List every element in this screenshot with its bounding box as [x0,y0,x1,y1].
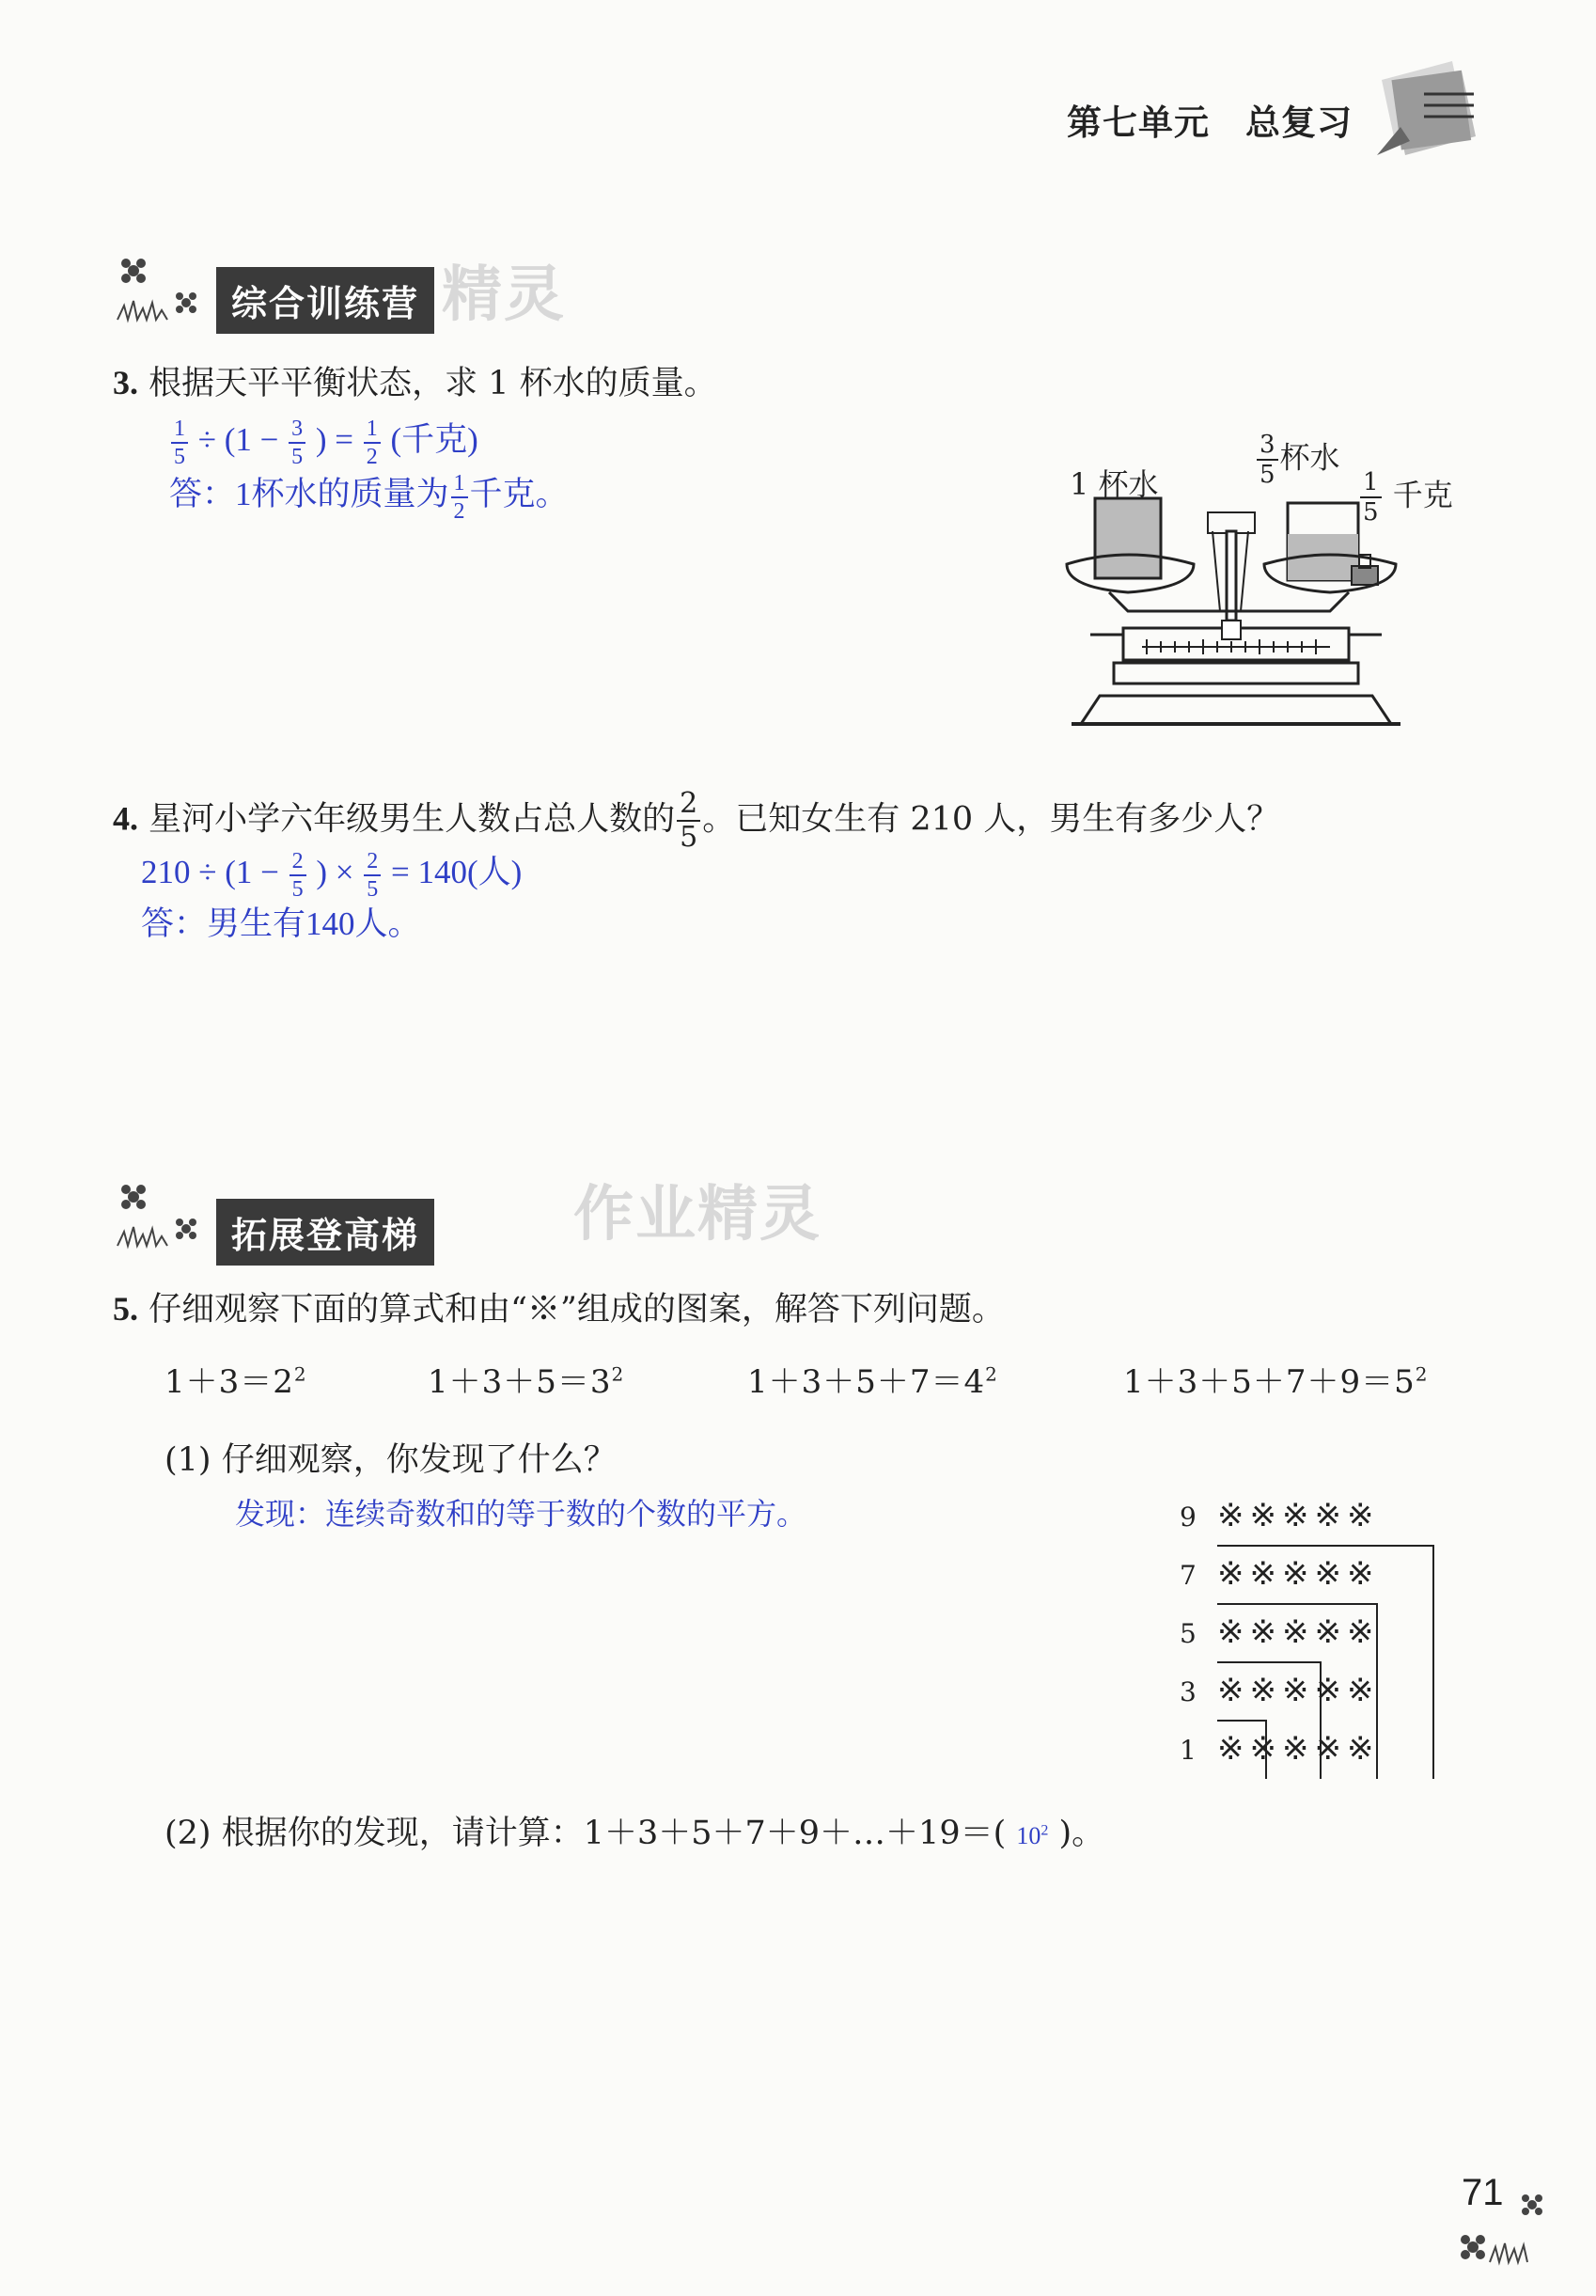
grid-row: 9 ※※※※※ [1180,1497,1380,1534]
equation: $1+3+5+7+9=5^2$ [1123,1362,1429,1401]
equation: $1+3+5+7=4^2$ [747,1362,998,1401]
balance-scale-figure [1062,423,1504,743]
grid-row: 3 ※※※※※ [1180,1672,1380,1709]
watermark: 精灵 [442,260,566,330]
section-label-extension: 拓展登高梯 [216,1199,434,1266]
equation: $1+3=2^2$ [164,1362,307,1401]
question-number: 5. [113,1290,138,1328]
grid-row: 5 ※※※※※ [1180,1613,1380,1651]
q4-question: 4. 星河小学六年级男生人数占总人数的 $\frac{2}{5}$ 。已知女生有 210 人，男生有多少人？ [113,787,1280,854]
flower-grass-icon [1452,2181,1556,2266]
question-text: 根据天平平衡状态，求 1 杯水的质量。 [149,365,717,402]
q4-answer-conclusion: 答：男生有140人。 [141,905,421,942]
sub-question-2-answer: $10^2$ [1016,1822,1049,1849]
symbol-grid [1180,1497,1462,1779]
question-text: 仔细观察下面的算式和由“※”组成的图案，解答下列问题。 [149,1291,1005,1329]
unit-title: 第七单元 总复习 [1067,102,1353,143]
sub-question-1-answer: 发现：连续奇数和的等于数的个数的平方。 [235,1497,807,1531]
sub-question-2: (2) 根据你的发现，请计算：1＋3＋5＋7＋9＋…＋19＝( $10^2$ )。 [164,1815,1105,1852]
left-pan-label: 1 杯水 [1070,466,1159,502]
book-stack-icon [1372,52,1494,174]
q3-answer-equation: $\frac{1}{5}$ ÷ (1 − $\frac{3}{5}$ ) = $\frac{1}{2}$ (千克) [169,414,478,468]
grid-row: 7 ※※※※※ [1180,1555,1380,1593]
right-pan-label: $\frac{3}{5}$ 杯水 [1255,432,1340,487]
flower-grass-icon [113,254,216,324]
watermark: 作业精灵 [573,1180,821,1250]
q4-answer-equation: 210 ÷ (1 − $\frac{2}{5}$ ) × $\frac{2}{5}$ = 140(人) [141,848,523,902]
weight-label: $\frac{1}{5}$ 千克 [1358,470,1453,525]
sub-question-1: (1) 仔细观察，你发现了什么？ [164,1441,617,1479]
section-label-comprehensive: 综合训练营 [216,267,434,334]
flower-grass-icon [113,1180,216,1250]
equation: $1+3+5=3^2$ [428,1362,625,1401]
q3-answer-conclusion: 答：1杯水的质量为 $\frac{1}{2}$ 千克。 [169,470,569,524]
question-number: 3. [113,364,138,401]
grid-row: 1 ※※※※※ [1180,1730,1380,1768]
page-number: 71 [1462,2172,1504,2213]
